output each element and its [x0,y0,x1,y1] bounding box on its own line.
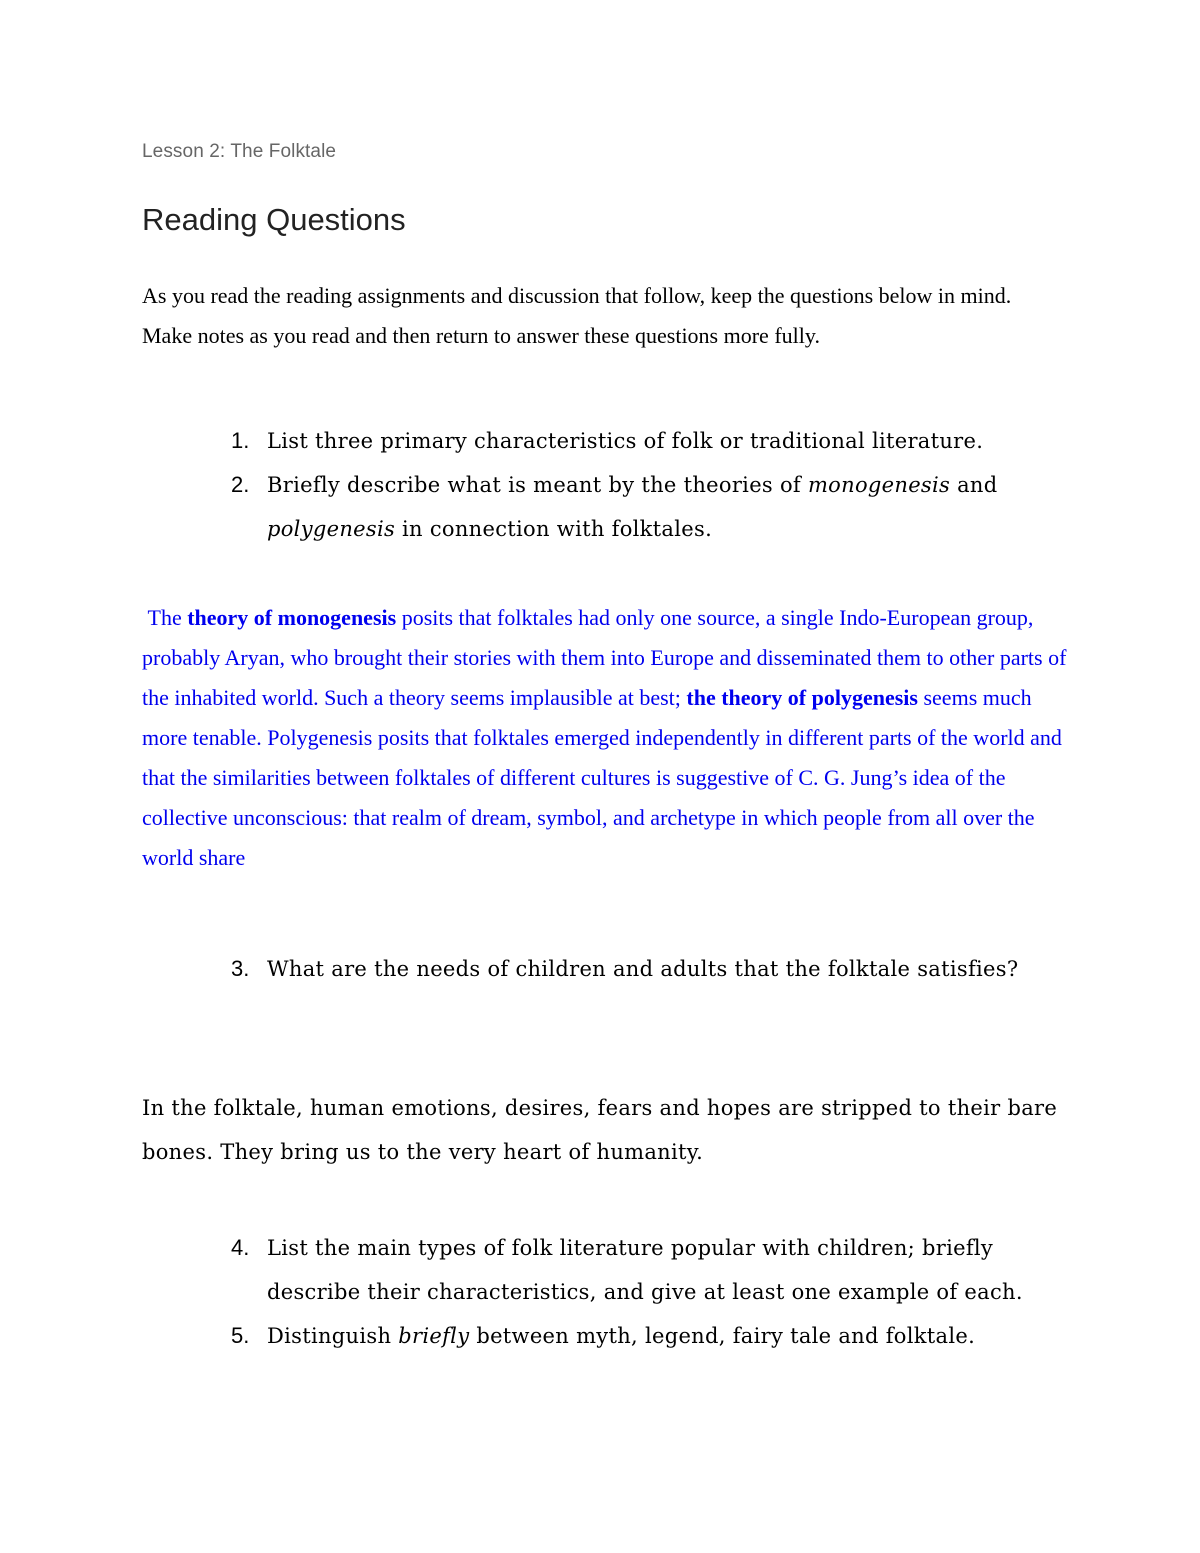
question-number: 3. [231,956,250,981]
question-number: 1. [231,428,250,453]
question-list [231,419,1051,551]
question-text: Briefly describe what is meant by the theories of monogenesis and polygenesis in connection with folktales. [267,473,998,541]
question-list [231,947,1051,991]
question-text: What are the needs of children and adults that the folktale satisfies? [267,957,1019,981]
bold-term-polygenesis: the theory of polygenesis [686,685,918,710]
question-number: 4. [231,1235,250,1260]
question-number: 2. [231,472,250,497]
term-briefly: briefly [398,1324,470,1348]
question-3 [231,947,1051,991]
question-2 [231,463,1051,551]
bold-term-monogenesis: theory of monogenesis [187,605,397,630]
question-list [231,1226,1051,1358]
question-text: List three primary characteristics of folk or traditional literature. [267,429,984,453]
page-title: Reading Questions [142,202,406,237]
answer-2-paragraph: The theory of monogenesis posits that folktales had only one source, a single Indo-European group, probably Aryan, who brought their stories with them into Europe and disseminated them to other parts of the inhabited world. Such a theory seems implausible at best; the theory of polygenesis seems much more tenable. Polygenesis posits that folktales emerged independently in different parts of the world and that the similarities between folktales of different cultures is suggestive of C. G. Jung’s idea of the collective unconscious: that realm of dream, symbol, and archetype in which people from all over the world share [142,605,1067,870]
question-1 [231,419,1051,463]
question-4 [231,1226,1051,1314]
question-text: List the main types of folk literature popular with children; briefly describe their characteristics, and give at least one example of each. [267,1236,1023,1304]
question-text: Distinguish briefly between myth, legend, fairy tale and folktale. [267,1324,976,1348]
term-polygenesis: polygenesis [267,517,396,541]
term-monogenesis: monogenesis [807,473,951,497]
question-5 [231,1314,1051,1358]
answer-3-paragraph: In the folktale, human emotions, desires, fears and hopes are stripped to their bare bones. They bring us to the very heart of humanity. [142,1096,1058,1164]
intro-paragraph: As you read the reading assignments and discussion that follow, keep the questions below in mind. Make notes as you read and then return to answer these questions more fully. [142,283,1012,348]
question-number: 5. [231,1323,250,1348]
lesson-label: Lesson 2: The Folktale [142,141,337,162]
